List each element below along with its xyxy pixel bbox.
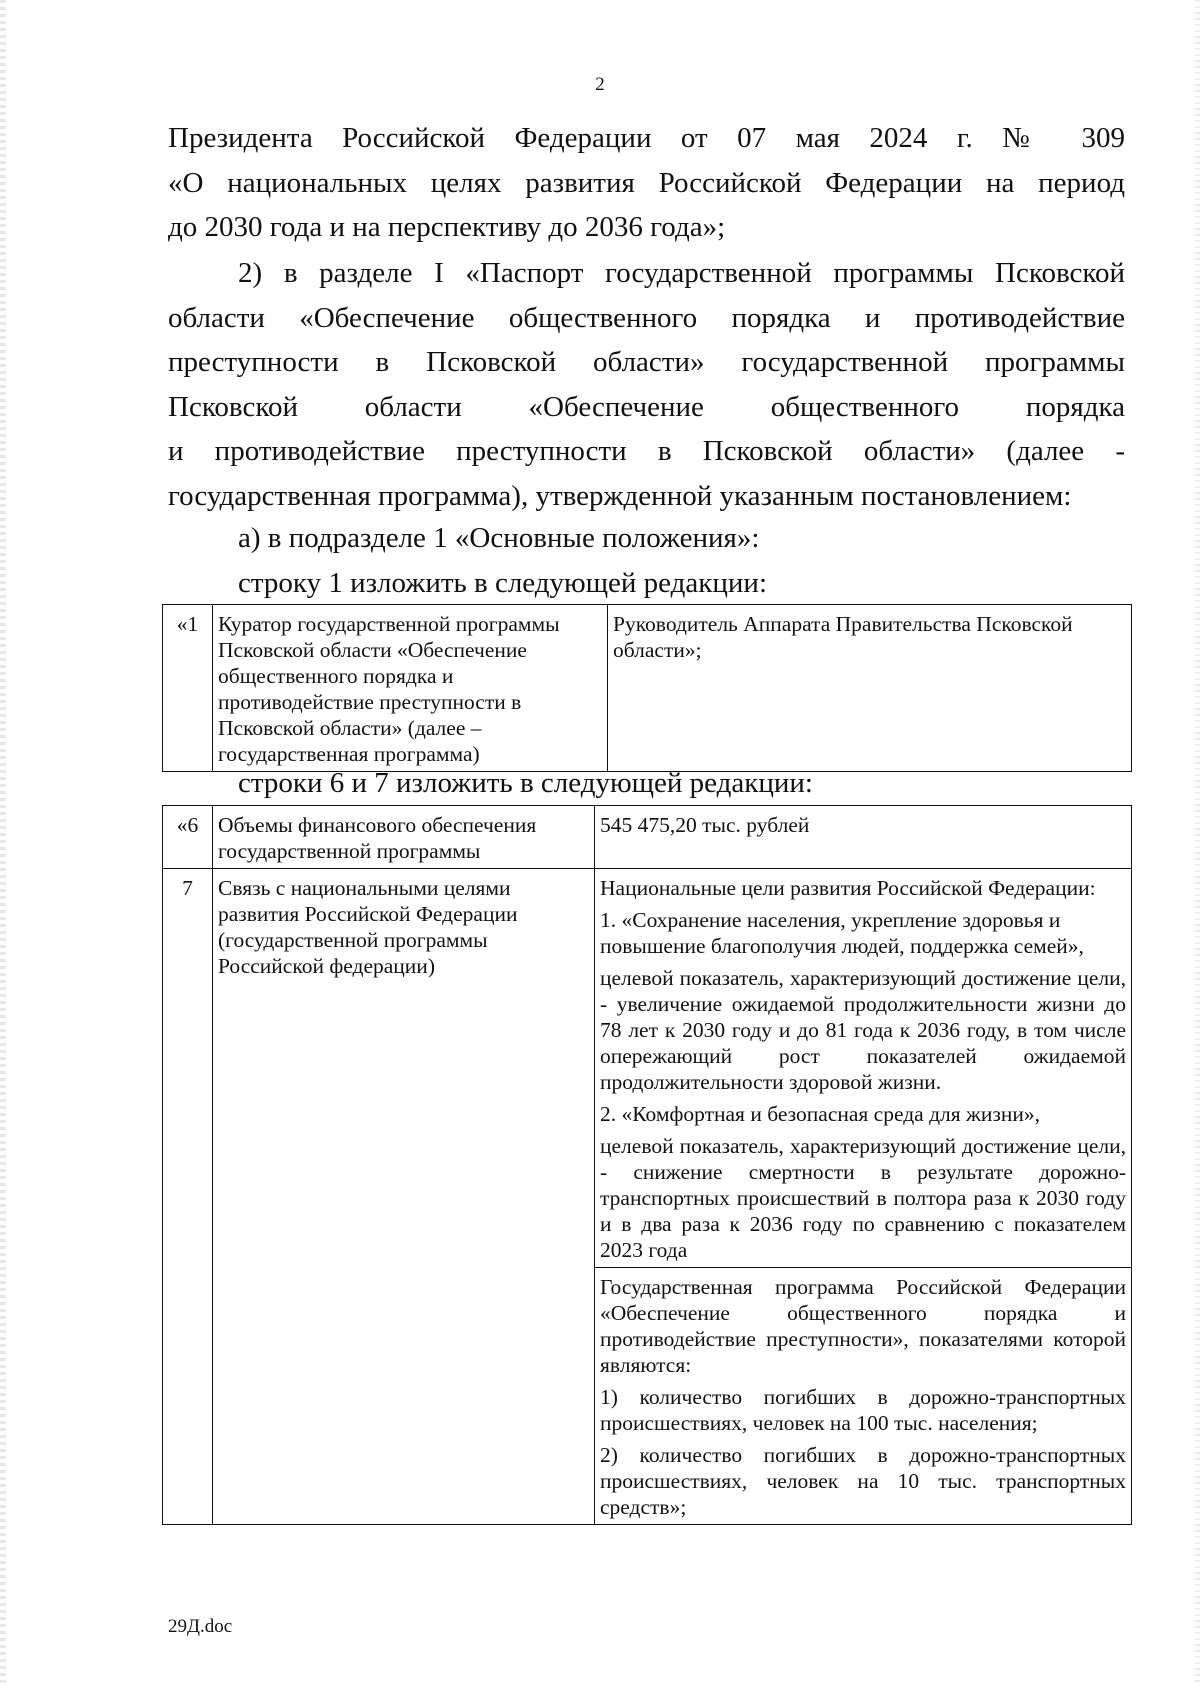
- text-line: преступности в Псковской области» государственной программы: [168, 346, 1125, 378]
- file-name-footer: 29Д.doc: [168, 1616, 233, 1637]
- cell-paragraph: Государственная программа Российской Федерации «Обеспечение общественного порядка и противодействие преступности», показателями которой являются:: [600, 1275, 1126, 1377]
- text-line: государственная программа), утвержденной указанным постановлением:: [168, 479, 1072, 512]
- cell-paragraph: 2. «Комфортная и безопасная среда для жизни»,: [600, 1102, 1041, 1126]
- row-label: Объемы финансового обеспечения государственной программы: [213, 806, 595, 869]
- text-line: «О национальных целях развития Российской Федерации на период: [168, 166, 1125, 199]
- row-label: Куратор государственной программы Псковской области «Обеспечение общественного порядка и противодействие преступности в Псковской области» (далее – государственная программа): [213, 605, 608, 772]
- table-row: [163, 869, 1132, 1268]
- text-line: до 2030 года и на перспективу до 2036 года»;: [168, 211, 726, 243]
- cell-paragraph: 2) количество погибших в дорожно-транспортных происшествиях, человек на 10 тыс. транспортных средств»;: [600, 1443, 1126, 1519]
- text-line: Псковской области «Обеспечение общественного порядка: [168, 390, 1125, 423]
- scan-edge-left: [0, 0, 6, 1686]
- state-program-cell: [595, 1268, 1132, 1525]
- cell-paragraph: 1) количество погибших в дорожно-транспортных происшествиях, человек на 100 тыс. населения;: [600, 1385, 1126, 1435]
- scan-edge-right: [1195, 0, 1200, 1686]
- text-line: области «Обеспечение общественного порядка и противодействие: [168, 301, 1125, 334]
- cell-paragraph: Национальные цели развития Российской Федерации:: [600, 876, 1096, 900]
- text-line: Президента Российской Федерации от 07 мая 2024 г. № 309: [168, 122, 1125, 154]
- page-number: 2: [595, 74, 605, 95]
- paragraph-subsection: а) в подразделе 1 «Основные положения»:: [238, 522, 760, 554]
- cell-paragraph: 1. «Сохранение населения, укрепление здоровья и повышение благополучия людей, поддержка семей»,: [600, 908, 1084, 958]
- paragraph-section-one: [168, 251, 1125, 518]
- table-row: [163, 806, 1132, 869]
- row-number: «1: [163, 605, 213, 772]
- text-line: и противодействие преступности в Псковской области» (далее -: [168, 435, 1125, 467]
- cell-paragraph: целевой показатель, характеризующий достижение цели, - снижение смертности в результате дорожно-транспортных происшествий в полтора раза к 2030 году и в два раза к 2036 году по сравнению с показателем 2023 года: [600, 1134, 1126, 1262]
- text-line: 2) в разделе I «Паспорт государственной программы Псковской: [238, 257, 1125, 289]
- table-row: [163, 605, 1132, 772]
- row-value: Руководитель Аппарата Правительства Псковской области»;: [608, 605, 1132, 772]
- paragraph-decree-reference: [168, 116, 1125, 250]
- paragraph-row1-intro: строку 1 изложить в следующей редакции:: [238, 567, 767, 599]
- paragraph-rows-6-7-intro: строки 6 и 7 изложить в следующей редакции:: [238, 767, 813, 799]
- row-number: «6: [163, 806, 213, 869]
- row-value: 545 475,20 тыс. рублей: [595, 806, 1132, 869]
- national-goals-cell: [595, 869, 1132, 1268]
- cell-paragraph: целевой показатель, характеризующий достижение цели, - увеличение ожидаемой продолжительности жизни до 78 лет к 2030 году и до 81 года к 2036 году, в том числе опережающий рост показателей ожидаемой продолжительности здоровой жизни.: [600, 966, 1126, 1094]
- row-number: 7: [163, 869, 213, 1525]
- passport-table-row1: [162, 604, 1132, 772]
- row-label: Связь с национальными целями развития Российской Федерации (государственной программы Российской федерации): [213, 869, 595, 1525]
- passport-table-rows-6-7: [162, 805, 1132, 1525]
